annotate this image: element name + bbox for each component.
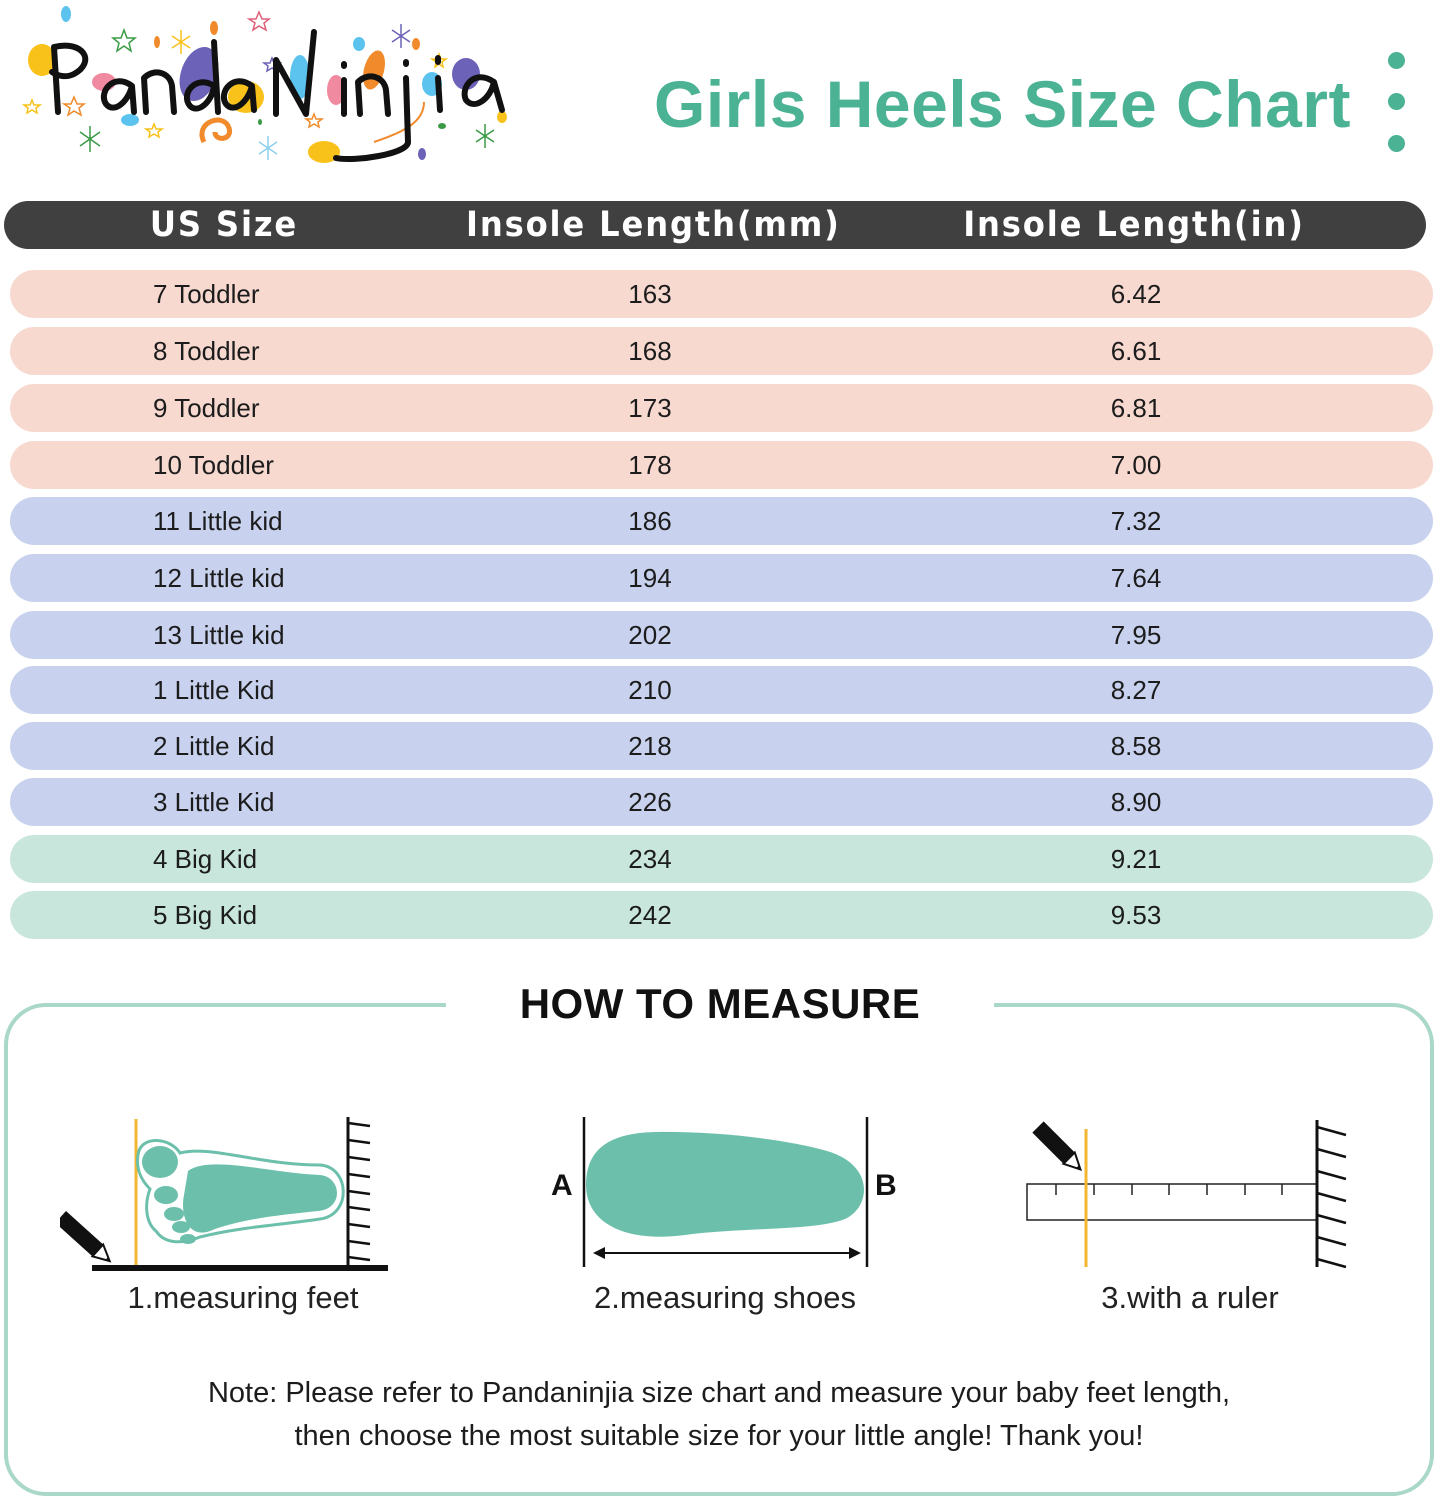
cell-insole-mm: 202 <box>628 620 672 650</box>
cell-us-size: 3 Little Kid <box>153 787 275 817</box>
cell-us-size: 2 Little Kid <box>153 731 275 761</box>
column-header-us-size: US Size <box>149 205 299 245</box>
cell-insole-mm: 226 <box>628 787 672 817</box>
step-1-label: 1.measuring feet <box>127 1280 359 1315</box>
table-row <box>10 891 1433 939</box>
step-3-label: 3.with a ruler <box>1101 1280 1279 1315</box>
insole-measure-icon <box>545 1115 905 1275</box>
point-a-label: A <box>551 1169 573 1202</box>
vertical-dots-icon <box>1386 50 1408 154</box>
cell-us-size: 5 Big Kid <box>153 900 258 930</box>
how-to-measure-title: HOW TO MEASURE <box>519 980 921 1027</box>
cell-us-size: 10 Toddler <box>153 450 274 480</box>
note-line-2: then choose the most suitable size for your little angle! Thank you! <box>294 1420 1144 1452</box>
size-table-header <box>4 201 1426 249</box>
cell-us-size: 7 Toddler <box>153 279 260 309</box>
foot-measure-icon <box>60 1115 390 1275</box>
cell-insole-mm: 210 <box>628 675 672 705</box>
cell-us-size: 1 Little Kid <box>153 675 275 705</box>
table-row <box>10 497 1433 545</box>
brand-logo <box>14 2 554 174</box>
step-2-label: 2.measuring shoes <box>594 1280 856 1315</box>
cell-insole-mm: 186 <box>628 506 672 536</box>
table-row <box>10 611 1433 659</box>
table-row <box>10 554 1433 602</box>
cell-insole-in: 6.81 <box>1110 393 1162 423</box>
cell-insole-in: 7.64 <box>1110 563 1162 593</box>
table-row <box>10 270 1433 318</box>
note-line-1: Note: Please refer to Pandaninjia size chart and measure your baby feet length, <box>207 1377 1231 1409</box>
cell-us-size: 8 Toddler <box>153 336 260 366</box>
cell-us-size: 11 Little kid <box>153 506 283 536</box>
cell-insole-mm: 163 <box>628 279 672 309</box>
cell-insole-in: 9.21 <box>1110 844 1162 874</box>
cell-insole-in: 6.42 <box>1110 279 1162 309</box>
cell-insole-in: 8.58 <box>1110 731 1162 761</box>
logo-confetti-icon <box>14 2 554 174</box>
cell-insole-mm: 178 <box>628 450 672 480</box>
table-row <box>10 384 1433 432</box>
point-b-label: B <box>875 1169 897 1202</box>
cell-insole-mm: 234 <box>628 844 672 874</box>
cell-insole-mm: 218 <box>628 731 672 761</box>
table-row <box>10 835 1433 883</box>
cell-insole-in: 7.32 <box>1110 506 1162 536</box>
cell-us-size: 4 Big Kid <box>153 844 258 874</box>
cell-insole-in: 6.61 <box>1110 336 1162 366</box>
cell-insole-in: 8.90 <box>1110 787 1162 817</box>
cell-insole-in: 7.95 <box>1110 620 1162 650</box>
ruler-measure-icon <box>1020 1115 1360 1275</box>
cell-us-size: 12 Little kid <box>153 563 285 593</box>
cell-insole-in: 9.53 <box>1110 900 1162 930</box>
column-header-insole-mm: Insole Length(mm) <box>466 205 841 245</box>
cell-insole-mm: 173 <box>628 393 672 423</box>
cell-insole-mm: 194 <box>628 563 672 593</box>
table-row <box>10 327 1433 375</box>
cell-insole-mm: 168 <box>628 336 672 366</box>
page-title: Girls Heels Size Chart <box>654 67 1351 141</box>
table-row <box>10 441 1433 489</box>
table-row <box>10 666 1433 714</box>
cell-us-size: 13 Little kid <box>153 620 285 650</box>
table-row <box>10 722 1433 770</box>
cell-insole-in: 8.27 <box>1110 675 1162 705</box>
cell-insole-mm: 242 <box>628 900 672 930</box>
cell-us-size: 9 Toddler <box>153 393 260 423</box>
column-header-insole-in: Insole Length(in) <box>963 205 1305 245</box>
table-row <box>10 778 1433 826</box>
cell-insole-in: 7.00 <box>1110 450 1162 480</box>
